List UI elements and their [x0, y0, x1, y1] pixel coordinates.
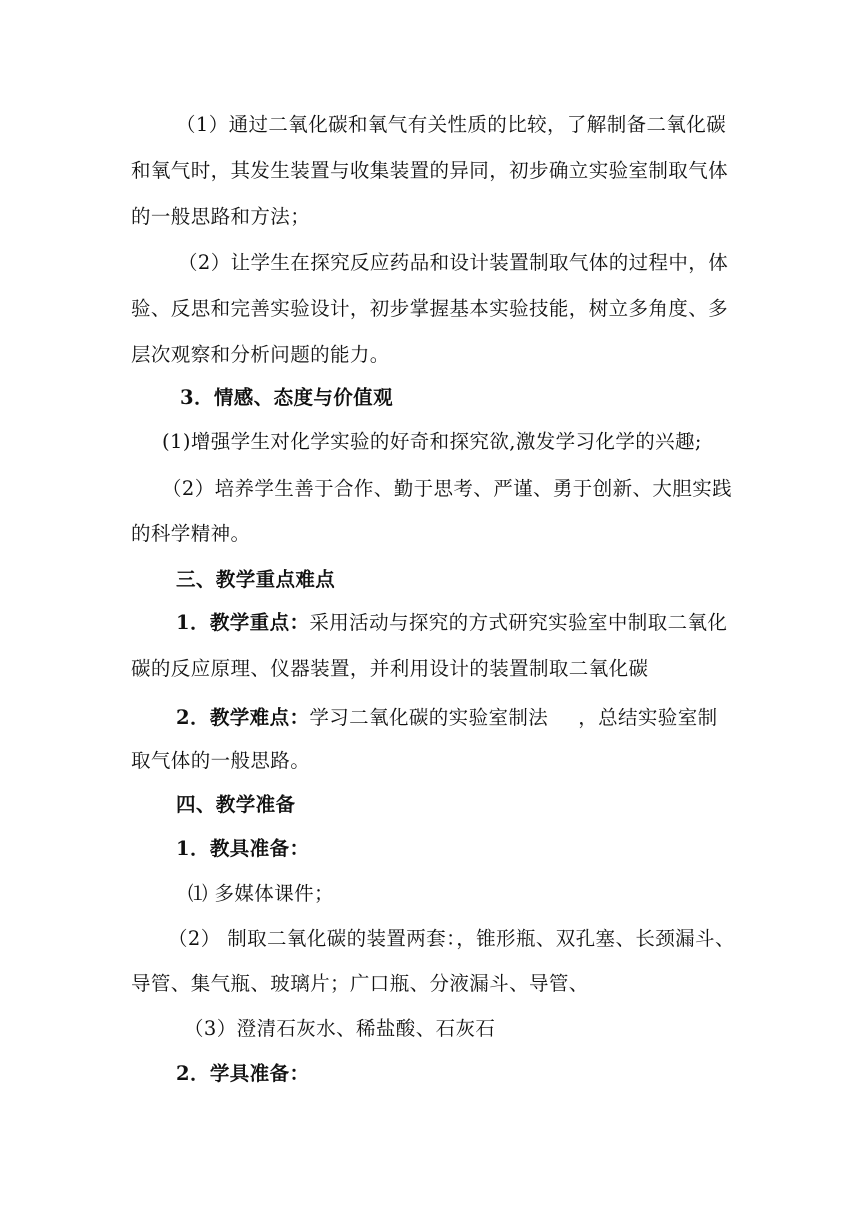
section-heading-key-points: 三、教学重点难点 — [176, 568, 336, 591]
objective-1-line-3: 的一般思路和方法； — [131, 205, 311, 228]
emotion-item-2-line-2: 的科学精神。 — [131, 522, 251, 545]
section-heading-preparation: 四、教学准备 — [176, 793, 296, 816]
emotion-item-2-line-1: （2）培养学生善于合作、勤于思考、严谨、勇于创新、大胆实践 — [162, 477, 733, 500]
emotion-item-1: (1)增强学生对化学实验的好奇和探究欲,激发学习化学的兴趣; — [162, 430, 702, 453]
tools-item-1: ⑴ 多媒体课件； — [188, 882, 334, 905]
objective-2-line-3: 层次观察和分析问题的能力。 — [131, 343, 390, 366]
key-point-text: 采用活动与探究的方式研究实验室中制取二氧化 — [309, 611, 728, 634]
teaching-tools-heading: 1．教具准备： — [176, 837, 310, 860]
tools-item-2-line-2: 导管、集气瓶、玻璃片；广口瓶、分液漏斗、导管、 — [131, 972, 589, 995]
difficulty-text: 学习二氧化碳的实验室制法 — [309, 706, 549, 729]
key-point-line-2: 碳的反应原理、仪器装置，并利用设计的装置制取二氧化碳 — [131, 657, 649, 680]
key-point-label: 1．教学重点： — [176, 611, 310, 634]
tools-item-2-line-1: （2） 制取二氧化碳的装置两套：，锥形瓶、双孔塞、长颈漏斗、 — [168, 927, 735, 950]
objective-1-line-2: 和氧气时，其发生装置与收集装置的异同，初步确立实验室制取气体 — [131, 159, 729, 182]
difficulty-line-1 — [176, 704, 718, 732]
difficulty-text-tail: ，总结实验室制 — [578, 706, 718, 729]
difficulty-line-2: 取气体的一般思路。 — [131, 749, 311, 772]
objective-2-line-1: （2）让学生在探究反应药品和设计装置制取气体的过程中，体 — [178, 251, 729, 274]
student-tools-heading: 2．学具准备： — [176, 1062, 310, 1085]
key-point-line-1 — [176, 609, 727, 637]
objective-2-line-2: 验、反思和完善实验设计，初步掌握基本实验技能，树立多角度、多 — [131, 297, 729, 320]
tools-item-3: （3）澄清石灰水、稀盐酸、石灰石 — [184, 1017, 496, 1040]
difficulty-label: 2．教学难点： — [176, 706, 310, 729]
objective-1-line-1: （1）通过二氧化碳和氧气有关性质的比较，了解制备二氧化碳 — [176, 113, 727, 136]
section-heading-emotion: 3．情感、态度与价值观 — [180, 386, 393, 409]
